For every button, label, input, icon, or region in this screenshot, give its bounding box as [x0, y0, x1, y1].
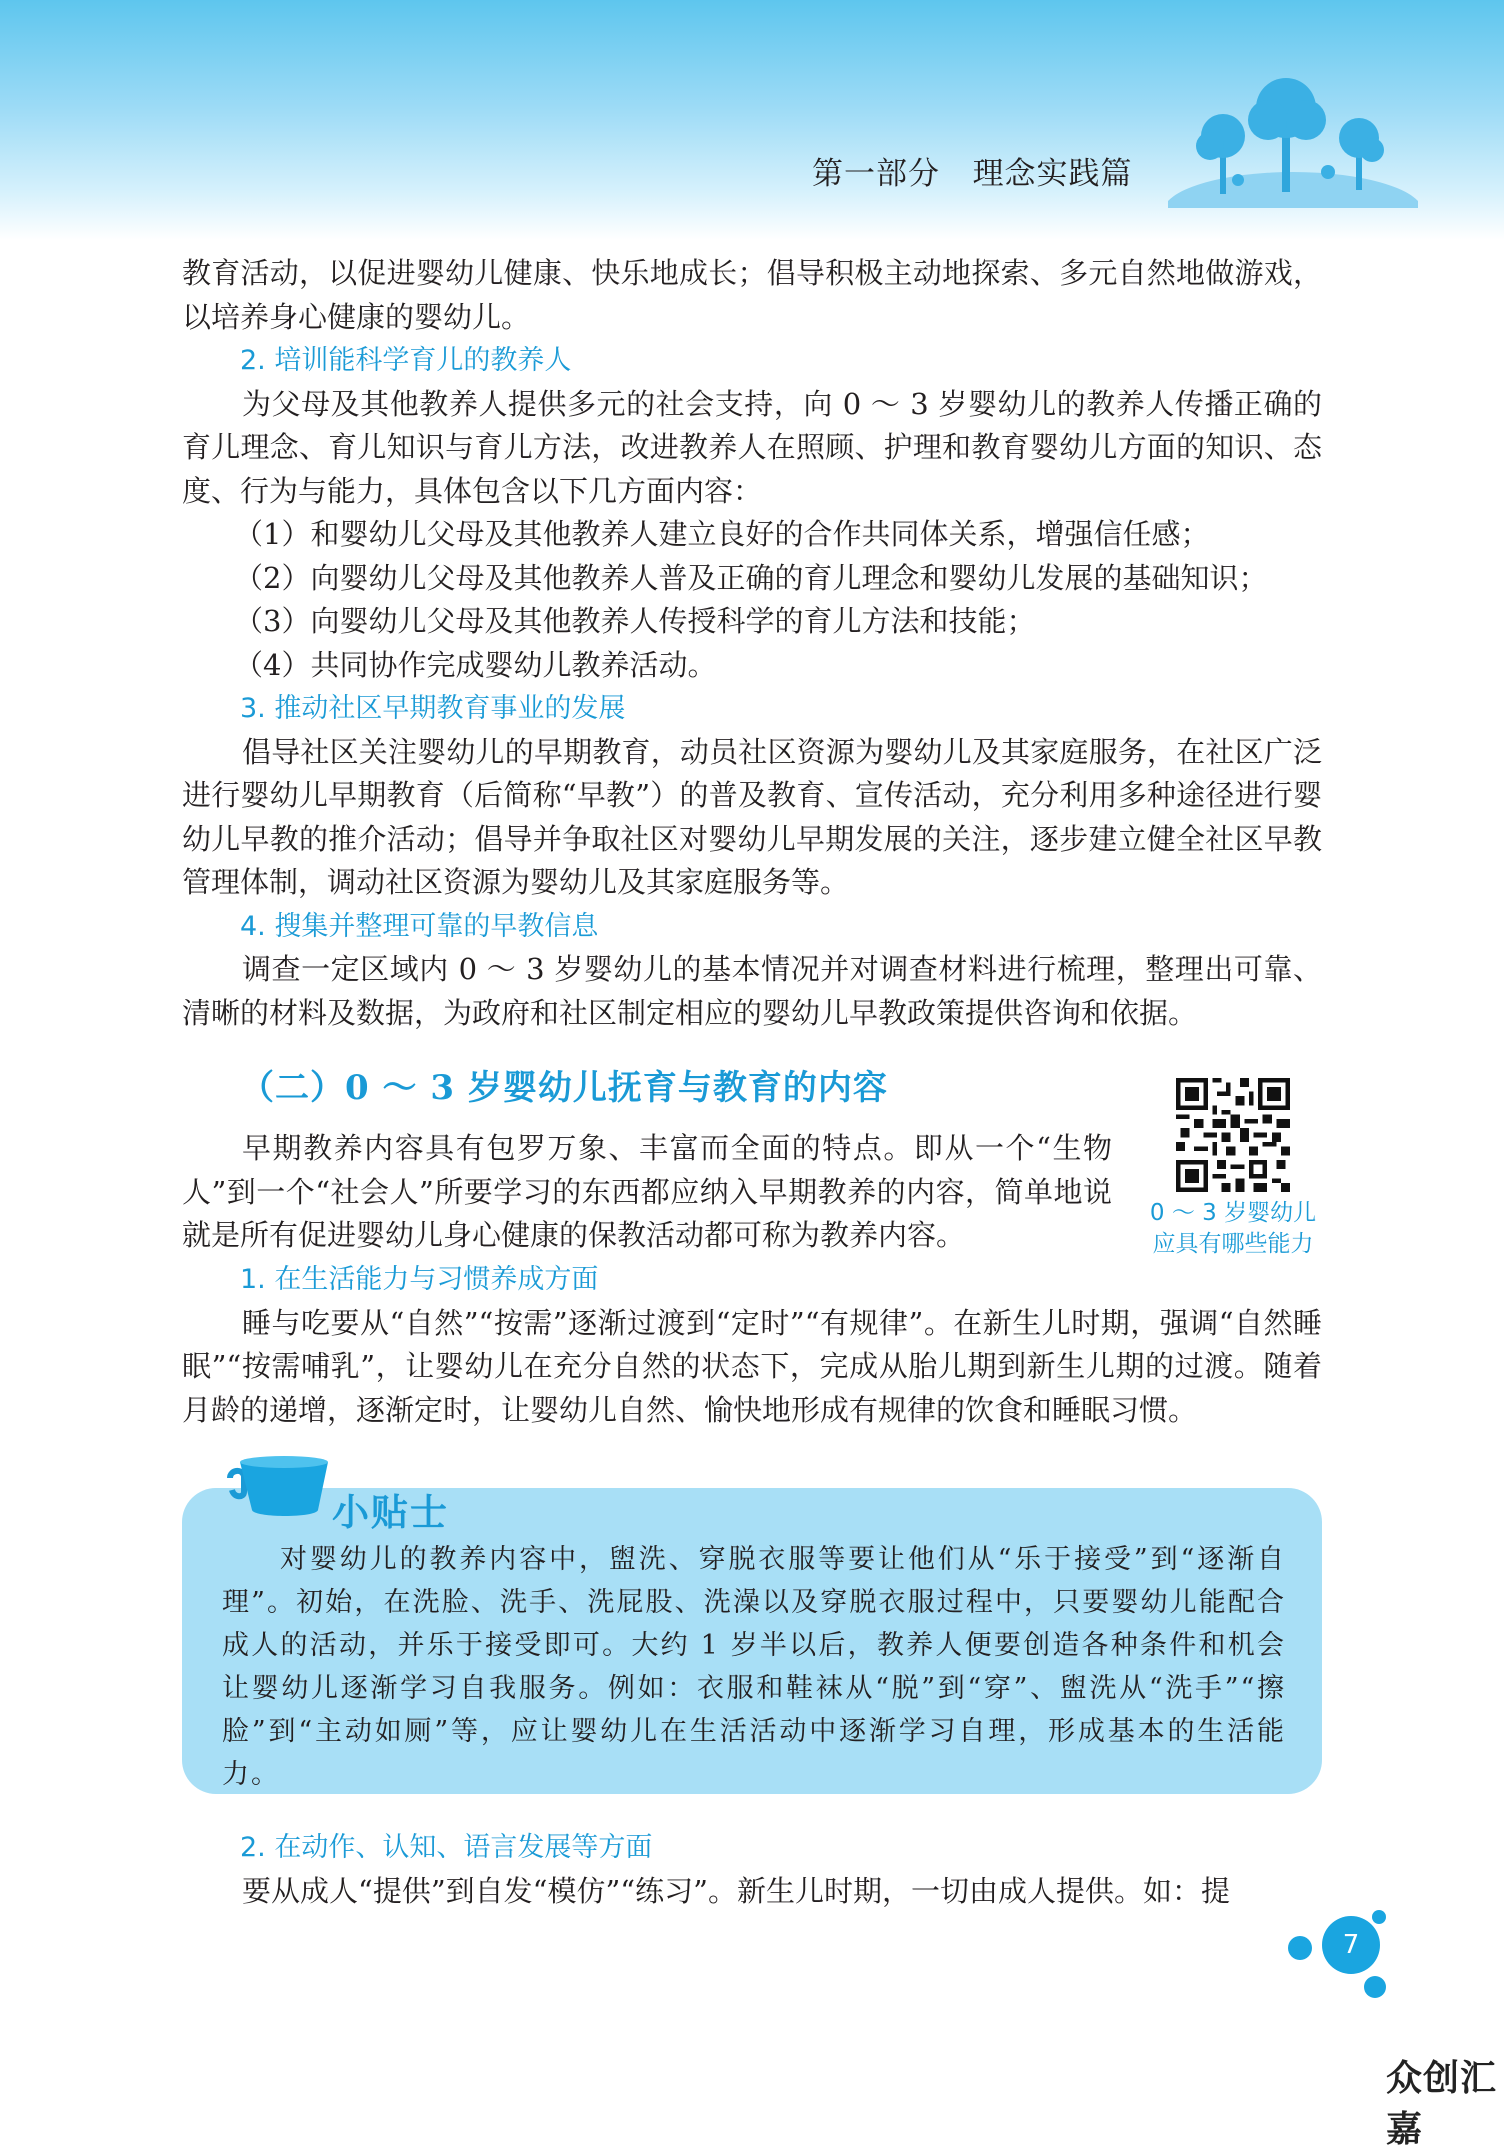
qr-caption-line: 0 ～ 3 岁婴幼儿 — [1149, 1200, 1317, 1226]
paragraph-motor: 要从成人“提供”到自发“模仿”“练习”。新生儿时期，一切由成人提供。如：提 — [242, 1873, 1230, 1908]
watermark: 众创汇嘉 — [1386, 2058, 1498, 2150]
decor-dot — [1372, 1910, 1386, 1924]
qr-caption-line: 应具有哪些能力 — [1152, 1231, 1314, 1257]
running-header — [812, 148, 1133, 193]
section-heading: （二）0 ～ 3 岁婴幼儿抚育与教育的内容 — [240, 1068, 888, 1108]
subheading-4: 4. 搜集并整理可靠的早教信息 — [240, 910, 599, 942]
section2-body-block — [182, 1258, 1322, 1432]
list-item: （2）向婴幼儿父母及其他教养人普及正确的育儿理念和婴幼儿发展的基础知识； — [234, 560, 1268, 595]
trees-illustration — [1168, 72, 1418, 208]
list-item: （4）共同协作完成婴幼儿教养活动。 — [234, 647, 717, 682]
decor-dot — [1288, 1936, 1312, 1960]
cup-icon — [224, 1454, 334, 1524]
decor-dot — [1364, 1976, 1386, 1998]
subheading-3: 3. 推动社区早期教育事业的发展 — [240, 693, 626, 724]
qr-code[interactable] — [1176, 1078, 1290, 1192]
section2-intro-block — [182, 1127, 1112, 1258]
section2-intro: 早期教养内容具有包罗万象、丰富而全面的特点。即从一个“生物人”到一个“社会人”所要学习的东西都应纳入早期教养的内容，简单地说就是所有促进婴幼儿身心健康的保教活动都可称为教养内容。 — [182, 1131, 1112, 1252]
main-text-block — [182, 252, 1322, 1035]
tip-text: 对婴幼儿的教养内容中，盥洗、穿脱衣服等要让他们从“乐于接受”到“逐渐自理”。初始，在洗脸、洗手、洗屁股、洗澡以及穿脱衣服过程中，只要婴幼儿能配合成人的活动，并乐于接受即可。大约 1 岁半以后，教养人便要创造各种条件和机会让婴幼儿逐渐学习自我服务。例如：衣服和鞋袜从“脱”到“穿”、盥洗从“洗手”“擦脸”到“主动如厕”等，应让婴幼儿在生活活动中逐渐学习自理，形成基本的生活能力。 — [222, 1544, 1286, 1790]
list-item: （3）向婴幼儿父母及其他教养人传授科学的育儿方法和技能； — [234, 604, 1036, 638]
content-list — [182, 513, 1322, 687]
page-number: 7 — [1322, 1916, 1380, 1974]
subheading-motor: 2. 在动作、认知、语言发展等方面 — [240, 1832, 653, 1863]
part-title: 理念实践篇 — [972, 156, 1133, 192]
paragraph-3: 倡导社区关注婴幼儿的早期教育，动员社区资源为婴幼儿及其家庭服务，在社区广泛进行婴幼儿早期教育（后简称“早教”）的普及教育、宣传活动，充分利用多种途径进行婴幼儿早教的推介活动；倡导并争取社区对婴幼儿早期发展的关注，逐步建立健全社区早教管理体制，调动社区资源为婴幼儿及其家庭服务等。 — [182, 734, 1322, 899]
paragraph-4: 调查一定区域内 0 ～ 3 岁婴幼儿的基本情况并对调查材料进行梳理，整理出可靠、清晰的材料及数据，为政府和社区制定相应的婴幼儿早教政策提供咨询和依据。 — [182, 952, 1322, 1030]
qr-caption — [1140, 1198, 1326, 1260]
tip-title: 小贴士 — [332, 1491, 449, 1534]
paragraph-life: 睡与吃要从“自然”“按需”逐渐过渡到“定时”“有规律”。在新生儿时期，强调“自然睡眠”“按需哺乳”，让婴幼儿在充分自然的状态下，完成从胎儿期到新生儿期的过渡。随着月龄的递增，逐渐定时，让婴幼儿自然、愉快地形成有规律的饮食和睡眠习惯。 — [182, 1305, 1322, 1427]
list-item: （1）和婴幼儿父母及其他教养人建立良好的合作共同体关系，增强信任感； — [234, 517, 1210, 551]
section2-end-block — [182, 1826, 1322, 1913]
paragraph-intro: 教育活动，以促进婴幼儿健康、快乐地成长；倡导积极主动地探索、多元自然地做游戏，以培养身心健康的婴幼儿。 — [182, 256, 1322, 334]
paragraph-2: 为父母及其他教养人提供多元的社会支持，向 0 ～ 3 岁婴幼儿的教养人传播正确的育儿理念、育儿知识与育儿方法，改进教养人在照顾、护理和教育婴幼儿方面的知识、态度、行为与能力，具体包含以下几方面内容： — [182, 386, 1322, 508]
part-label: 第一部分 — [812, 156, 940, 192]
subheading-life: 1. 在生活能力与习惯养成方面 — [240, 1264, 599, 1295]
subheading-2: 2. 培训能科学育儿的教养人 — [240, 345, 572, 376]
